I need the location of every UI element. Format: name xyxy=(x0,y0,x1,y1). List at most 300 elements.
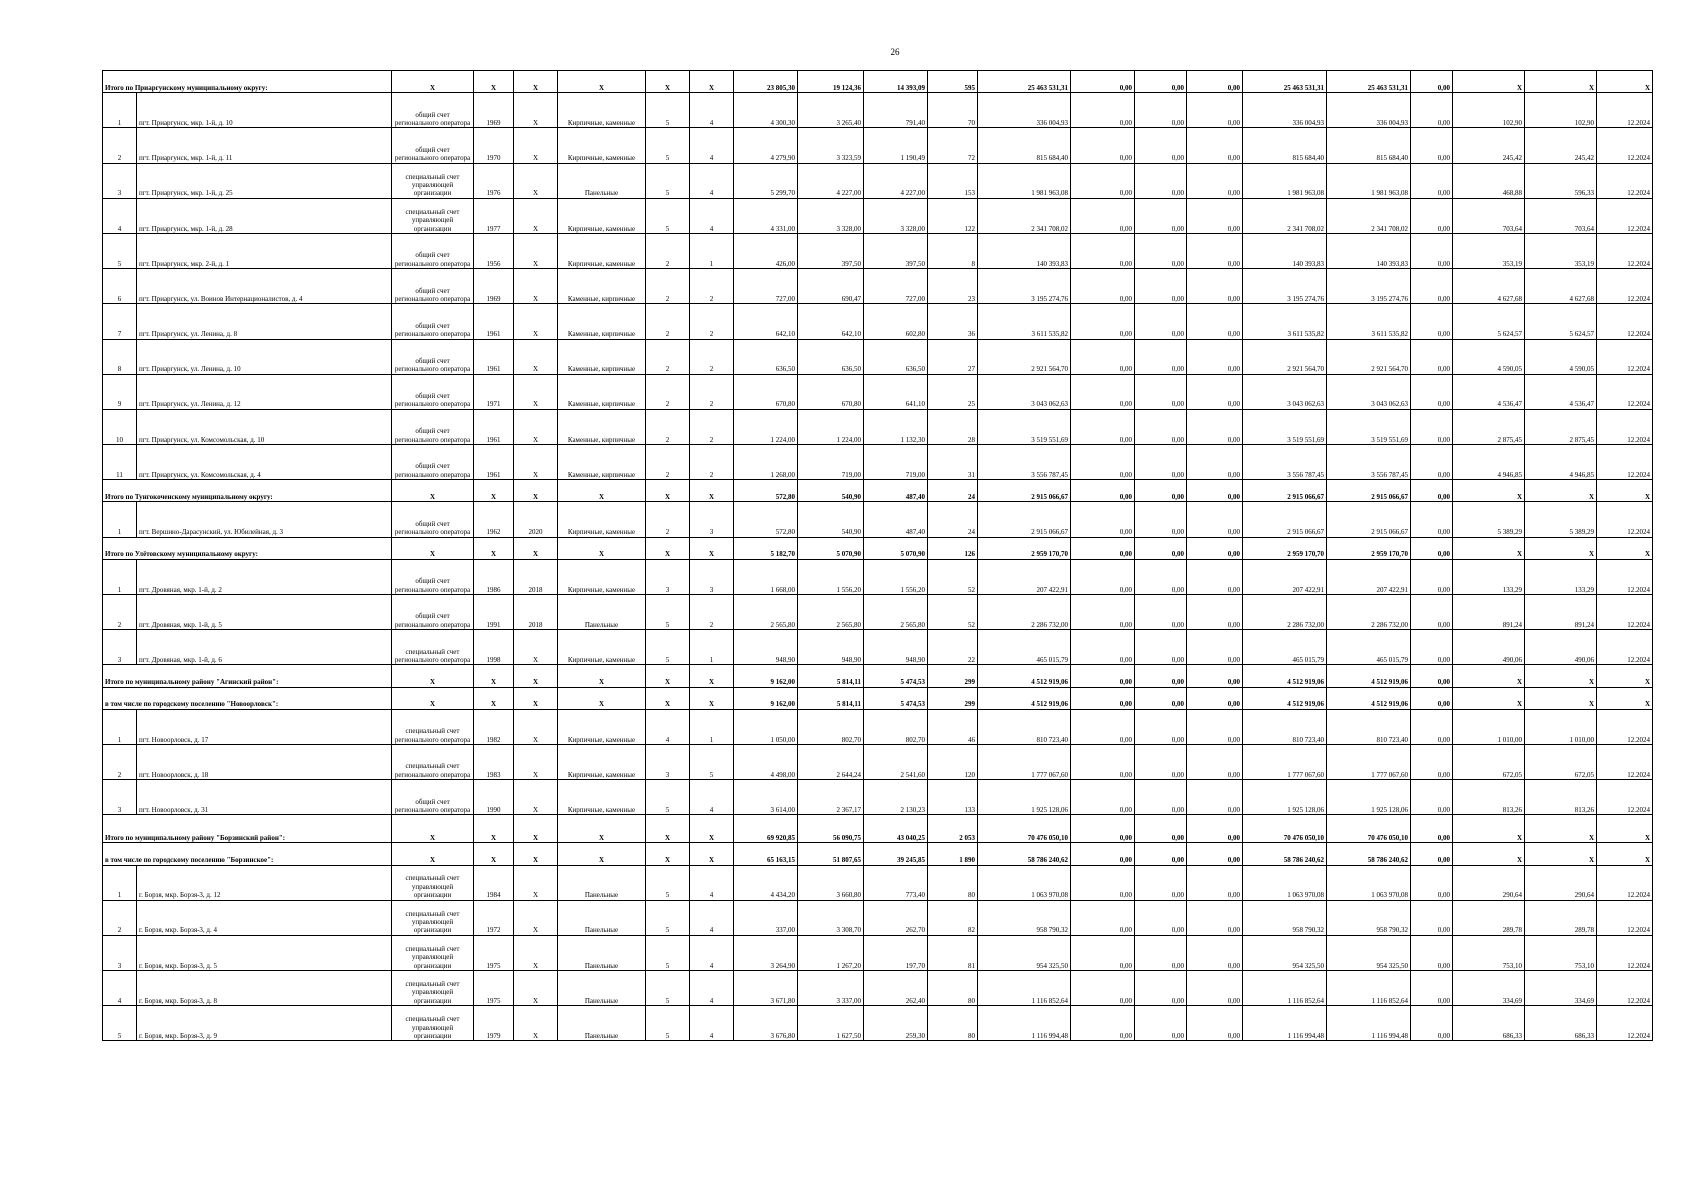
data-cell: 596,33 xyxy=(1525,163,1597,198)
subtotal-cell: X xyxy=(646,480,690,502)
account-type-cell: специальный счет управляющей организации xyxy=(392,935,474,970)
subtotal-cell: 0,00 xyxy=(1411,843,1453,865)
data-cell: 753,10 xyxy=(1453,935,1525,970)
data-cell: 1 xyxy=(690,630,734,665)
data-cell: 1 050,00 xyxy=(734,709,798,744)
data-cell: Каменные, кирпичные xyxy=(558,409,646,444)
subtotal-cell: X xyxy=(1597,687,1653,709)
subtotal-cell: X xyxy=(1597,480,1653,502)
data-cell: 5 624,57 xyxy=(1525,304,1597,339)
data-cell: 5 xyxy=(646,630,690,665)
data-cell: 0,00 xyxy=(1071,269,1135,304)
subtotal-label: Итого по Улётовскому муниципальному округу: xyxy=(103,537,392,559)
data-cell: Кирпичные, каменные xyxy=(558,559,646,594)
data-cell: 0,00 xyxy=(1071,630,1135,665)
data-cell: 5 xyxy=(646,900,690,935)
data-cell: 0,00 xyxy=(1187,269,1243,304)
subtotal-cell: 4 512 919,06 xyxy=(1243,687,1327,709)
subtotal-cell: 25 463 531,31 xyxy=(978,71,1071,93)
subtotal-label: в том числе по городскому поселению "Новоорловск": xyxy=(103,687,392,709)
address-cell: г. Борзя, мкр. Борзя-3, д. 12 xyxy=(137,865,392,900)
data-cell: 948,90 xyxy=(798,630,864,665)
data-cell: 3 265,40 xyxy=(798,93,864,128)
data-cell: 1975 xyxy=(474,935,514,970)
data-cell: 0,00 xyxy=(1187,304,1243,339)
subtotal-cell: 0,00 xyxy=(1411,665,1453,687)
table-body xyxy=(103,71,1653,1041)
subtotal-cell: X xyxy=(1453,71,1525,93)
data-cell: 2 921 564,70 xyxy=(1243,339,1327,374)
table-row xyxy=(103,128,1653,163)
data-cell: 4 227,00 xyxy=(798,163,864,198)
data-cell: 1 981 963,08 xyxy=(1327,163,1411,198)
subtotal-cell: 126 xyxy=(928,537,978,559)
data-cell: 4 498,00 xyxy=(734,744,798,779)
subtotal-cell: X xyxy=(558,687,646,709)
data-cell: 81 xyxy=(928,935,978,970)
data-cell: 36 xyxy=(928,304,978,339)
subtotal-row xyxy=(103,480,1653,502)
data-cell: Панельные xyxy=(558,900,646,935)
data-cell: 1970 xyxy=(474,128,514,163)
address-cell: пгт. Приаргунск, мкр. 2-й, д. 1 xyxy=(137,233,392,268)
data-cell: 0,00 xyxy=(1187,865,1243,900)
subtotal-cell: X xyxy=(646,537,690,559)
data-cell: 0,00 xyxy=(1187,374,1243,409)
data-cell: 5 xyxy=(646,971,690,1006)
subtotal-cell: 2 915 066,67 xyxy=(1327,480,1411,502)
data-cell: 2 xyxy=(690,269,734,304)
data-cell: 140 393,83 xyxy=(978,233,1071,268)
data-cell: 397,50 xyxy=(798,233,864,268)
subtotal-cell: X xyxy=(1525,480,1597,502)
data-cell: 2 130,23 xyxy=(864,780,928,815)
subtotal-cell: X xyxy=(690,843,734,865)
data-cell: 12.2024 xyxy=(1597,304,1653,339)
subtotal-cell: 14 393,09 xyxy=(864,71,928,93)
row-number: 2 xyxy=(103,595,137,630)
data-cell: 0,00 xyxy=(1187,198,1243,233)
row-number: 3 xyxy=(103,780,137,815)
subtotal-cell: 4 512 919,06 xyxy=(978,665,1071,687)
data-cell: 0,00 xyxy=(1411,269,1453,304)
data-cell: 12.2024 xyxy=(1597,1006,1653,1041)
table-row xyxy=(103,900,1653,935)
data-cell: 1 116 852,64 xyxy=(1243,971,1327,1006)
subtotal-cell: X xyxy=(392,687,474,709)
data-cell: 3 xyxy=(690,559,734,594)
table-row xyxy=(103,971,1653,1006)
data-cell: 0,00 xyxy=(1135,780,1187,815)
data-cell: 0,00 xyxy=(1187,780,1243,815)
data-cell: 1 627,50 xyxy=(798,1006,864,1041)
row-number: 4 xyxy=(103,198,137,233)
data-cell: X xyxy=(514,935,558,970)
account-type-cell: специальный счет регионального оператора xyxy=(392,709,474,744)
data-cell: 813,26 xyxy=(1525,780,1597,815)
data-cell: 719,00 xyxy=(864,445,928,480)
data-cell: 245,42 xyxy=(1453,128,1525,163)
data-cell: 1 267,20 xyxy=(798,935,864,970)
data-cell: 1998 xyxy=(474,630,514,665)
subtotal-cell: 58 786 240,62 xyxy=(978,843,1071,865)
data-cell: 197,70 xyxy=(864,935,928,970)
data-cell: 4 xyxy=(690,198,734,233)
data-cell: 336 004,93 xyxy=(1243,93,1327,128)
subtotal-cell: X xyxy=(1597,71,1653,93)
data-cell: 0,00 xyxy=(1135,559,1187,594)
data-cell: 82 xyxy=(928,900,978,935)
data-cell: 207 422,91 xyxy=(1243,559,1327,594)
data-cell: 3 519 551,69 xyxy=(1243,409,1327,444)
subtotal-cell: X xyxy=(474,480,514,502)
data-cell: 727,00 xyxy=(864,269,928,304)
data-cell: 0,00 xyxy=(1071,304,1135,339)
data-cell: Панельные xyxy=(558,865,646,900)
data-cell: 727,00 xyxy=(734,269,798,304)
data-cell: 3 611 535,82 xyxy=(1243,304,1327,339)
data-cell: 22 xyxy=(928,630,978,665)
data-cell: 3 556 787,45 xyxy=(978,445,1071,480)
subtotal-cell: X xyxy=(1453,815,1525,843)
data-cell: 0,00 xyxy=(1135,971,1187,1006)
address-cell: пгт. Дровяная, мкр. 1-й, д. 2 xyxy=(137,559,392,594)
account-type-cell: общий счет регионального оператора xyxy=(392,93,474,128)
data-cell: 0,00 xyxy=(1071,502,1135,537)
data-cell: 791,40 xyxy=(864,93,928,128)
subtotal-cell: X xyxy=(690,537,734,559)
data-cell: 0,00 xyxy=(1071,1006,1135,1041)
data-cell: Кирпичные, каменные xyxy=(558,128,646,163)
data-cell: 3 xyxy=(646,559,690,594)
subtotal-cell: 2 053 xyxy=(928,815,978,843)
data-cell: 1 777 067,60 xyxy=(978,744,1071,779)
data-cell: 0,00 xyxy=(1135,128,1187,163)
subtotal-cell: 0,00 xyxy=(1187,687,1243,709)
address-cell: пгт. Вершино-Дарасунский, ул. Юбилейная, д. 3 xyxy=(137,502,392,537)
data-cell: 2 915 066,67 xyxy=(1243,502,1327,537)
account-type-cell: специальный счет регионального оператора xyxy=(392,744,474,779)
data-cell: 1 777 067,60 xyxy=(1327,744,1411,779)
data-cell: 4 xyxy=(690,128,734,163)
data-cell: 1971 xyxy=(474,374,514,409)
data-cell: 245,42 xyxy=(1525,128,1597,163)
subtotal-cell: X xyxy=(646,815,690,843)
data-cell: 0,00 xyxy=(1187,595,1243,630)
row-number: 3 xyxy=(103,163,137,198)
data-cell: 0,00 xyxy=(1411,233,1453,268)
subtotal-cell: 0,00 xyxy=(1411,687,1453,709)
subtotal-cell: 5 474,53 xyxy=(864,665,928,687)
data-cell: X xyxy=(514,445,558,480)
data-cell: 2 644,24 xyxy=(798,744,864,779)
subtotal-cell: 0,00 xyxy=(1071,537,1135,559)
data-cell: 468,88 xyxy=(1453,163,1525,198)
data-cell: 672,05 xyxy=(1453,744,1525,779)
data-cell: 3 043 062,63 xyxy=(978,374,1071,409)
table-row xyxy=(103,935,1653,970)
data-cell: 12.2024 xyxy=(1597,445,1653,480)
data-cell: Кирпичные, каменные xyxy=(558,780,646,815)
data-cell: 0,00 xyxy=(1071,559,1135,594)
account-type-cell: специальный счет управляющей организации xyxy=(392,900,474,935)
data-cell: 8 xyxy=(928,233,978,268)
address-cell: г. Борзя, мкр. Борзя-3, д. 9 xyxy=(137,1006,392,1041)
data-cell: 958 790,32 xyxy=(1243,900,1327,935)
data-cell: 31 xyxy=(928,445,978,480)
data-cell: 1962 xyxy=(474,502,514,537)
data-cell: 426,00 xyxy=(734,233,798,268)
subtotal-cell: 69 920,85 xyxy=(734,815,798,843)
data-cell: 490,06 xyxy=(1525,630,1597,665)
data-cell: 80 xyxy=(928,865,978,900)
address-cell: г. Борзя, мкр. Борзя-3, д. 8 xyxy=(137,971,392,1006)
subtotal-cell: 0,00 xyxy=(1411,71,1453,93)
data-cell: 80 xyxy=(928,1006,978,1041)
data-cell: 0,00 xyxy=(1187,128,1243,163)
data-cell: 1 981 963,08 xyxy=(978,163,1071,198)
row-number: 3 xyxy=(103,935,137,970)
data-cell: 1 132,30 xyxy=(864,409,928,444)
account-type-cell: специальный счет регионального оператора xyxy=(392,630,474,665)
data-cell: 0,00 xyxy=(1135,163,1187,198)
data-cell: 336 004,93 xyxy=(978,93,1071,128)
subtotal-cell: 2 959 170,70 xyxy=(1243,537,1327,559)
subtotal-cell: 0,00 xyxy=(1411,815,1453,843)
data-cell: Каменные, кирпичные xyxy=(558,269,646,304)
data-cell: 1 556,20 xyxy=(864,559,928,594)
data-cell: 5 299,70 xyxy=(734,163,798,198)
subtotal-cell: 5 182,70 xyxy=(734,537,798,559)
data-cell: 0,00 xyxy=(1071,595,1135,630)
data-cell: 3 519 551,69 xyxy=(1327,409,1411,444)
subtotal-cell: X xyxy=(392,537,474,559)
data-cell: X xyxy=(514,709,558,744)
data-cell: 5 389,29 xyxy=(1525,502,1597,537)
subtotal-cell: X xyxy=(474,71,514,93)
data-cell: 4 xyxy=(690,935,734,970)
data-cell: 2 915 066,67 xyxy=(978,502,1071,537)
subtotal-cell: X xyxy=(474,843,514,865)
data-cell: 0,00 xyxy=(1411,935,1453,970)
data-cell: 3 195 274,76 xyxy=(978,269,1071,304)
subtotal-cell: X xyxy=(474,815,514,843)
data-cell: 3 043 062,63 xyxy=(1327,374,1411,409)
subtotal-cell: X xyxy=(392,843,474,865)
subtotal-cell: X xyxy=(558,665,646,687)
data-cell: 0,00 xyxy=(1187,744,1243,779)
data-cell: 0,00 xyxy=(1187,971,1243,1006)
data-cell: 719,00 xyxy=(798,445,864,480)
data-cell: 3 xyxy=(690,502,734,537)
data-cell: 12.2024 xyxy=(1597,900,1653,935)
subtotal-cell: 0,00 xyxy=(1135,537,1187,559)
data-cell: 4 xyxy=(690,93,734,128)
row-number: 2 xyxy=(103,900,137,935)
data-cell: 5 xyxy=(646,595,690,630)
data-cell: 12.2024 xyxy=(1597,744,1653,779)
data-cell: 12.2024 xyxy=(1597,339,1653,374)
data-cell: 0,00 xyxy=(1071,409,1135,444)
data-cell: 642,10 xyxy=(798,304,864,339)
data-cell: Каменные, кирпичные xyxy=(558,374,646,409)
row-number: 9 xyxy=(103,374,137,409)
data-cell: 353,19 xyxy=(1453,233,1525,268)
address-cell: пгт. Приаргунск, ул. Комсомольская, д. 4 xyxy=(137,445,392,480)
subtotal-cell: 595 xyxy=(928,71,978,93)
data-cell: 4 946,85 xyxy=(1525,445,1597,480)
data-cell: 4 627,68 xyxy=(1453,269,1525,304)
data-cell: 572,80 xyxy=(734,502,798,537)
data-cell: 954 325,50 xyxy=(1327,935,1411,970)
account-type-cell: общий счет регионального оператора xyxy=(392,128,474,163)
data-cell: 0,00 xyxy=(1071,163,1135,198)
data-cell: X xyxy=(514,198,558,233)
data-cell: 2 565,80 xyxy=(734,595,798,630)
data-cell: 1 925 128,06 xyxy=(978,780,1071,815)
address-cell: пгт. Приаргунск, ул. Ленина, д. 8 xyxy=(137,304,392,339)
subtotal-cell: X xyxy=(646,71,690,93)
data-cell: 0,00 xyxy=(1135,744,1187,779)
subtotal-cell: 0,00 xyxy=(1135,843,1187,865)
data-cell: X xyxy=(514,339,558,374)
data-cell: 1 010,00 xyxy=(1525,709,1597,744)
data-cell: 52 xyxy=(928,595,978,630)
subtotal-cell: X xyxy=(1597,537,1653,559)
data-cell: Панельные xyxy=(558,1006,646,1041)
account-type-cell: специальный счет управляющей организации xyxy=(392,865,474,900)
data-cell: 1969 xyxy=(474,93,514,128)
data-cell: 1 556,20 xyxy=(798,559,864,594)
address-cell: г. Борзя, мкр. Борзя-3, д. 5 xyxy=(137,935,392,970)
subtotal-cell: 51 807,65 xyxy=(798,843,864,865)
data-cell: 2 921 564,70 xyxy=(1327,339,1411,374)
data-cell: 153 xyxy=(928,163,978,198)
data-cell: 0,00 xyxy=(1135,502,1187,537)
data-cell: 2 xyxy=(646,409,690,444)
data-cell: 12.2024 xyxy=(1597,198,1653,233)
data-cell: 0,00 xyxy=(1135,630,1187,665)
data-cell: X xyxy=(514,163,558,198)
subtotal-cell: 4 512 919,06 xyxy=(978,687,1071,709)
data-cell: 670,80 xyxy=(798,374,864,409)
data-cell: 0,00 xyxy=(1411,971,1453,1006)
data-cell: 1961 xyxy=(474,409,514,444)
account-type-cell: общий счет регионального оператора xyxy=(392,374,474,409)
data-cell: Панельные xyxy=(558,163,646,198)
subtotal-cell: 0,00 xyxy=(1187,480,1243,502)
subtotal-cell: X xyxy=(514,71,558,93)
data-cell: 0,00 xyxy=(1187,339,1243,374)
data-cell: Панельные xyxy=(558,595,646,630)
data-cell: 3 611 535,82 xyxy=(1327,304,1411,339)
address-cell: пгт. Приаргунск, ул. Воинов Интернационалистов, д. 4 xyxy=(137,269,392,304)
data-cell: Каменные, кирпичные xyxy=(558,304,646,339)
data-cell: 2020 xyxy=(514,502,558,537)
data-cell: 207 422,91 xyxy=(978,559,1071,594)
data-cell: 289,78 xyxy=(1525,900,1597,935)
data-cell: 2 341 708,02 xyxy=(978,198,1071,233)
account-type-cell: общий счет регионального оператора xyxy=(392,409,474,444)
data-cell: 0,00 xyxy=(1187,900,1243,935)
data-cell: 1961 xyxy=(474,445,514,480)
table-row xyxy=(103,163,1653,198)
data-cell: 810 723,40 xyxy=(978,709,1071,744)
subtotal-cell: X xyxy=(392,480,474,502)
data-cell: 72 xyxy=(928,128,978,163)
data-cell: 670,80 xyxy=(734,374,798,409)
address-cell: пгт. Приаргунск, мкр. 1-й, д. 28 xyxy=(137,198,392,233)
data-cell: 1 xyxy=(690,233,734,268)
data-cell: 2 xyxy=(646,502,690,537)
data-cell: Кирпичные, каменные xyxy=(558,630,646,665)
data-cell: 0,00 xyxy=(1187,502,1243,537)
subtotal-cell: X xyxy=(474,665,514,687)
data-cell: 12.2024 xyxy=(1597,233,1653,268)
row-number: 5 xyxy=(103,233,137,268)
data-cell: 5 xyxy=(646,198,690,233)
data-cell: 948,90 xyxy=(734,630,798,665)
data-cell: 0,00 xyxy=(1411,595,1453,630)
data-cell: 672,05 xyxy=(1525,744,1597,779)
data-cell: 2 875,45 xyxy=(1453,409,1525,444)
data-cell: 140 393,83 xyxy=(1327,233,1411,268)
data-cell: 0,00 xyxy=(1071,233,1135,268)
row-number: 1 xyxy=(103,865,137,900)
account-type-cell: специальный счет управляющей организации xyxy=(392,163,474,198)
data-cell: 5 xyxy=(646,1006,690,1041)
account-type-cell: общий счет регионального оператора xyxy=(392,339,474,374)
subtotal-cell: 0,00 xyxy=(1135,815,1187,843)
data-cell: 1 063 970,08 xyxy=(1243,865,1327,900)
data-cell: 12.2024 xyxy=(1597,595,1653,630)
subtotal-cell: X xyxy=(1525,815,1597,843)
data-cell: 1979 xyxy=(474,1006,514,1041)
data-cell: 23 xyxy=(928,269,978,304)
data-cell: 0,00 xyxy=(1071,128,1135,163)
data-cell: 690,47 xyxy=(798,269,864,304)
data-cell: 0,00 xyxy=(1187,445,1243,480)
data-cell: 289,78 xyxy=(1453,900,1525,935)
data-cell: 3 195 274,76 xyxy=(1243,269,1327,304)
data-cell: 337,00 xyxy=(734,900,798,935)
data-cell: 2 286 732,00 xyxy=(978,595,1071,630)
table-row xyxy=(103,198,1653,233)
address-cell: пгт. Приаргунск, мкр. 1-й, д. 10 xyxy=(137,93,392,128)
data-cell: 12.2024 xyxy=(1597,559,1653,594)
data-cell: 2 xyxy=(690,445,734,480)
data-cell: 4 536,47 xyxy=(1453,374,1525,409)
row-number: 7 xyxy=(103,304,137,339)
subtotal-cell: 19 124,36 xyxy=(798,71,864,93)
data-cell: 815 684,40 xyxy=(978,128,1071,163)
subtotal-cell: 70 476 050,10 xyxy=(1327,815,1411,843)
data-cell: 753,10 xyxy=(1525,935,1597,970)
table-row xyxy=(103,233,1653,268)
data-cell: 3 328,00 xyxy=(864,198,928,233)
housing-register-table xyxy=(102,70,1653,1041)
data-cell: X xyxy=(514,409,558,444)
data-cell: 2 xyxy=(690,409,734,444)
data-cell: 133,29 xyxy=(1453,559,1525,594)
row-number: 8 xyxy=(103,339,137,374)
table-row xyxy=(103,709,1653,744)
data-cell: 4 xyxy=(690,865,734,900)
data-cell: 3 xyxy=(646,744,690,779)
data-cell: 334,69 xyxy=(1453,971,1525,1006)
data-cell: 3 676,80 xyxy=(734,1006,798,1041)
subtotal-cell: 43 040,25 xyxy=(864,815,928,843)
